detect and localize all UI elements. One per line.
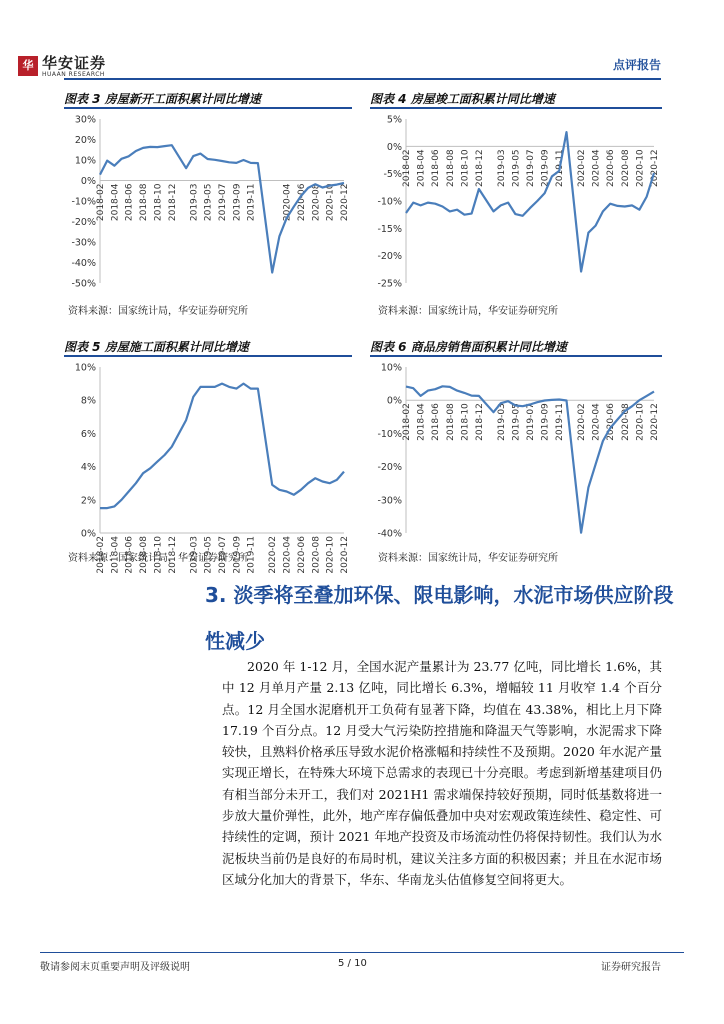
x-tick-label: 2018-06 xyxy=(431,403,442,441)
section-paragraph: 2020 年 1-12 月，全国水泥产量累计为 23.77 亿吨，同比增长 1.6%，其中 12 月单月产量 2.13 亿吨，同比增长 6.3%，增幅较 11 月收窄 1.4 个百分点。12 月全国水泥磨机开工负荷有显著下降，均值在 43.38%，相比上月下降 17.19 个百分点。12 月受大气污染防控措施和降温天气等影响，水泥需求下降较快，且熟料价格承压导致水泥价格涨幅和持续性不及预期。2020 年水泥产量实现正增长，在特殊大环境下总需求的表现已十分亮眼。考虑到新增基建项目仍有相当部分未开工，我们对 2021H1 需求端保持较好预期，同时低基数将进一步放大量价弹性，此外，地产库存偏低叠加中央对宏观政策连续性、稳定性、可持续性的定调，预计 2021 年地产投资及市场流动性仍将保持韧性。我们认为水泥板块当前仍是良好的布局时机，建议关注多方面的积极因素；并且在水泥市场区域分化加大的背景下，华东、华南龙头估值修复空间将更大。 xyxy=(222,659,662,887)
x-tick-label: 2019-09 xyxy=(232,183,243,222)
x-tick-label: 2019-03 xyxy=(496,149,507,187)
y-tick-label: -30% xyxy=(377,495,402,507)
x-tick-label: 2019-07 xyxy=(526,403,536,441)
x-tick-label: 2019-03 xyxy=(189,536,200,574)
x-tick-label: 2020-08 xyxy=(620,149,631,187)
y-tick-label: 10% xyxy=(74,155,96,167)
x-tick-label: 2020-12 xyxy=(650,403,660,441)
x-tick-label: 2019-07 xyxy=(218,536,228,574)
x-tick-label: 2020-04 xyxy=(282,536,293,574)
logo-text: 华安证券 xyxy=(42,54,107,72)
y-tick-label: 4% xyxy=(80,462,96,474)
x-tick-label: 2018-10 xyxy=(153,183,164,222)
x-tick-label: 2018-08 xyxy=(445,403,456,441)
x-tick-label: 2020-04 xyxy=(282,183,293,222)
x-tick-label: 2020-02 xyxy=(577,149,588,187)
x-tick-label: 2018-04 xyxy=(110,536,121,574)
footer-disclaimer: 敬请参阅末页重要声明及评级说明 xyxy=(40,962,190,973)
y-tick-label: 0% xyxy=(386,141,402,153)
y-tick-label: 6% xyxy=(80,428,96,440)
figure-3-rule xyxy=(64,107,352,109)
x-tick-label: 2019-11 xyxy=(555,403,566,441)
figure-3-title: 图表 3 房屋新开工面积累计同比增速 xyxy=(64,92,261,106)
figure-3-chart xyxy=(64,111,352,295)
x-tick-label: 2019-05 xyxy=(511,403,522,441)
y-tick-label: 10% xyxy=(380,362,402,374)
x-tick-label: 2018-12 xyxy=(474,403,485,441)
figure-6-title: 图表 6 商品房销售面积累计同比增速 xyxy=(370,340,567,354)
x-tick-label: 2018-04 xyxy=(416,149,427,187)
figure-5-source: 资料来源：国家统计局，华安证券研究所 xyxy=(68,553,248,564)
x-tick-label: 2018-02 xyxy=(402,403,412,441)
x-tick-label: 2019-05 xyxy=(203,183,214,222)
y-tick-label: 10% xyxy=(74,362,96,374)
x-tick-label: 2020-08 xyxy=(311,183,322,222)
y-tick-label: -50% xyxy=(71,278,96,290)
x-tick-label: 2018-06 xyxy=(124,183,135,222)
y-tick-label: 0% xyxy=(80,528,96,540)
figure-6-source: 资料来源：国家统计局，华安证券研究所 xyxy=(378,553,558,564)
x-tick-label: 2018-02 xyxy=(96,183,106,222)
y-tick-label: -40% xyxy=(377,528,402,540)
x-tick-label: 2020-04 xyxy=(591,149,602,187)
x-tick-label: 2018-08 xyxy=(445,149,456,187)
x-tick-label: 2019-07 xyxy=(218,183,228,222)
x-tick-label: 2020-10 xyxy=(635,149,646,187)
y-tick-label: 2% xyxy=(80,495,96,507)
y-tick-label: -15% xyxy=(377,223,402,235)
footer-report-label: 证券研究报告 xyxy=(601,962,661,973)
y-tick-label: -10% xyxy=(377,196,402,208)
x-tick-label: 2020-06 xyxy=(606,403,617,441)
y-tick-label: -10% xyxy=(377,428,402,440)
x-tick-label: 2018-04 xyxy=(416,403,427,441)
figure-3-source: 资料来源：国家统计局，华安证券研究所 xyxy=(68,306,248,317)
y-tick-label: -20% xyxy=(377,462,402,474)
x-tick-label: 2019-03 xyxy=(189,183,200,222)
figure-6-chart xyxy=(370,359,662,545)
report-type: 点评报告 xyxy=(612,58,661,72)
section-title: 3. 淡季将至叠加环保、限电影响，水泥市场供应阶段性减少 xyxy=(205,583,674,653)
y-tick-label: -25% xyxy=(377,278,402,290)
x-tick-label: 2019-09 xyxy=(540,149,551,187)
x-tick-label: 2019-11 xyxy=(246,183,257,222)
figure-5-rule xyxy=(64,355,352,357)
x-tick-label: 2020-08 xyxy=(311,536,322,574)
x-tick-label: 2019-07 xyxy=(526,149,536,187)
x-tick-label: 2018-12 xyxy=(474,149,485,187)
x-tick-label: 2019-05 xyxy=(203,536,214,574)
page-number: 5 / 10 xyxy=(338,958,367,969)
x-tick-label: 2020-12 xyxy=(340,183,350,222)
y-tick-label: 0% xyxy=(80,176,96,187)
footer-rule xyxy=(40,952,684,953)
x-tick-label: 2018-08 xyxy=(139,536,150,574)
logo-mark: 华 xyxy=(18,56,38,76)
x-tick-label: 2020-02 xyxy=(268,536,279,574)
x-tick-label: 2020-02 xyxy=(577,403,588,441)
x-tick-label: 2020-08 xyxy=(620,403,631,441)
y-tick-label: 8% xyxy=(80,395,96,407)
x-tick-label: 2019-11 xyxy=(555,149,566,187)
logo-english: HUAAN RESEARCH xyxy=(42,71,105,78)
x-tick-label: 2019-03 xyxy=(496,403,507,441)
x-tick-label: 2018-02 xyxy=(96,536,106,574)
x-tick-label: 2020-12 xyxy=(340,536,350,574)
x-tick-label: 2018-04 xyxy=(110,183,121,222)
x-tick-label: 2019-09 xyxy=(232,536,243,574)
x-tick-label: 2020-06 xyxy=(606,149,617,187)
x-tick-label: 2020-04 xyxy=(591,403,602,441)
x-tick-label: 2018-10 xyxy=(460,403,471,441)
figure-4-rule xyxy=(370,107,662,109)
y-tick-label: 30% xyxy=(74,114,96,126)
y-tick-label: -20% xyxy=(377,251,402,263)
y-tick-label: -10% xyxy=(71,196,96,208)
x-tick-label: 2018-08 xyxy=(139,183,150,222)
x-tick-label: 2020-10 xyxy=(325,183,336,222)
figure-4-chart xyxy=(370,111,662,295)
x-tick-label: 2020-10 xyxy=(325,536,336,574)
figure-5-title: 图表 5 房屋施工面积累计同比增速 xyxy=(64,340,249,354)
y-tick-label: -30% xyxy=(71,237,96,249)
y-tick-label: -20% xyxy=(71,217,96,228)
x-tick-label: 2019-09 xyxy=(540,403,551,441)
y-tick-label: 5% xyxy=(386,114,402,126)
y-tick-label: 20% xyxy=(74,135,96,146)
x-tick-label: 2018-12 xyxy=(167,183,178,222)
x-tick-label: 2019-05 xyxy=(511,149,522,187)
header-rule xyxy=(64,78,661,80)
x-tick-label: 2018-12 xyxy=(167,536,178,574)
x-tick-label: 2018-02 xyxy=(402,149,412,187)
y-tick-label: -40% xyxy=(71,258,96,269)
x-tick-label: 2020-12 xyxy=(650,149,660,187)
x-tick-label: 2018-10 xyxy=(153,536,164,574)
y-tick-label: 0% xyxy=(386,395,402,407)
figure-4-title: 图表 4 房屋竣工面积累计同比增速 xyxy=(370,92,555,106)
figure-4-source: 资料来源：国家统计局，华安证券研究所 xyxy=(378,306,558,317)
x-tick-label: 2020-06 xyxy=(296,536,307,574)
y-tick-label: -5% xyxy=(383,169,402,181)
series-line xyxy=(100,384,344,509)
x-tick-label: 2020-10 xyxy=(635,403,646,441)
figure-6-rule xyxy=(370,355,662,357)
x-tick-label: 2018-06 xyxy=(431,149,442,187)
x-tick-label: 2018-06 xyxy=(124,536,135,574)
x-tick-label: 2018-10 xyxy=(460,149,471,187)
x-tick-label: 2019-11 xyxy=(246,536,257,574)
x-tick-label: 2020-06 xyxy=(296,183,307,222)
